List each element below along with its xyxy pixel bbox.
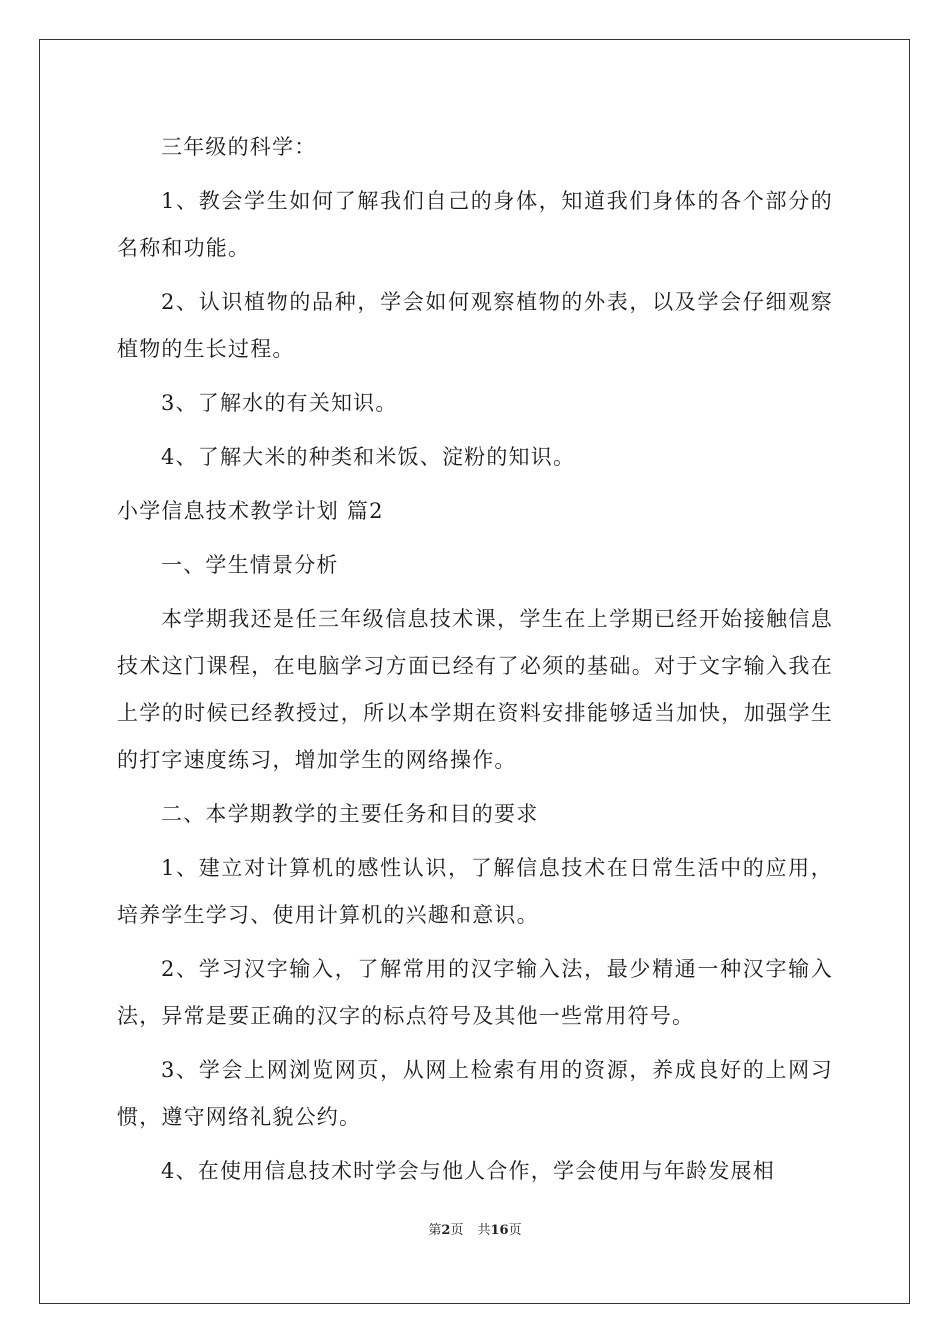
page-prefix: 第 — [428, 1223, 442, 1238]
paragraph: 2、学习汉字输入，了解常用的汉字输入法，最少精通一种汉字输入法，异常是要正确的汉字的标点符号及其他一些常用符号。 — [117, 957, 833, 1028]
paragraph: 1、教会学生如何了解我们自己的身体，知道我们身体的各个部分的名称和功能。 — [117, 189, 833, 260]
paragraph: 本学期我还是任三年级信息技术课，学生在上学期已经开始接触信息技术这门课程，在电脑学习方面已经有了必须的基础。对于文字输入我在上学的时候已经教授过，所以本学期在资料安排能够适当加快，加强学生的打字速度练习，增加学生的网络操作。 — [117, 607, 833, 772]
paragraph: 一、学生情景分析 — [161, 553, 339, 577]
section-heading: 小学信息技术教学计划 篇2 — [117, 499, 384, 523]
paragraph: 4、在使用信息技术时学会与他人合作，学会使用与年龄发展相 — [161, 1159, 775, 1183]
paragraph: 二、本学期教学的主要任务和目的要求 — [161, 802, 539, 826]
document-body — [117, 124, 833, 1195]
page-footer — [0, 1219, 950, 1238]
paragraph: 三年级的科学： — [161, 135, 317, 159]
page-total: 16 — [490, 1223, 509, 1238]
paragraph: 1、建立对计算机的感性认识，了解信息技术在日常生活中的应用，培养学生学习、使用计算机的兴趣和意识。 — [117, 856, 833, 927]
page-current: 2 — [441, 1223, 451, 1238]
paragraph: 4、了解大米的种类和米饭、淀粉的知识。 — [161, 445, 576, 469]
total-prefix: 共 — [477, 1223, 491, 1238]
total-suffix: 页 — [508, 1223, 522, 1238]
page-suffix: 页 — [450, 1223, 464, 1238]
paragraph: 3、了解水的有关知识。 — [161, 391, 398, 415]
paragraph: 2、认识植物的品种，学会如何观察植物的外表，以及学会仔细观察植物的生长过程。 — [117, 290, 833, 361]
paragraph: 3、学会上网浏览网页，从网上检索有用的资源，养成良好的上网习惯，遵守网络礼貌公约。 — [117, 1058, 833, 1129]
